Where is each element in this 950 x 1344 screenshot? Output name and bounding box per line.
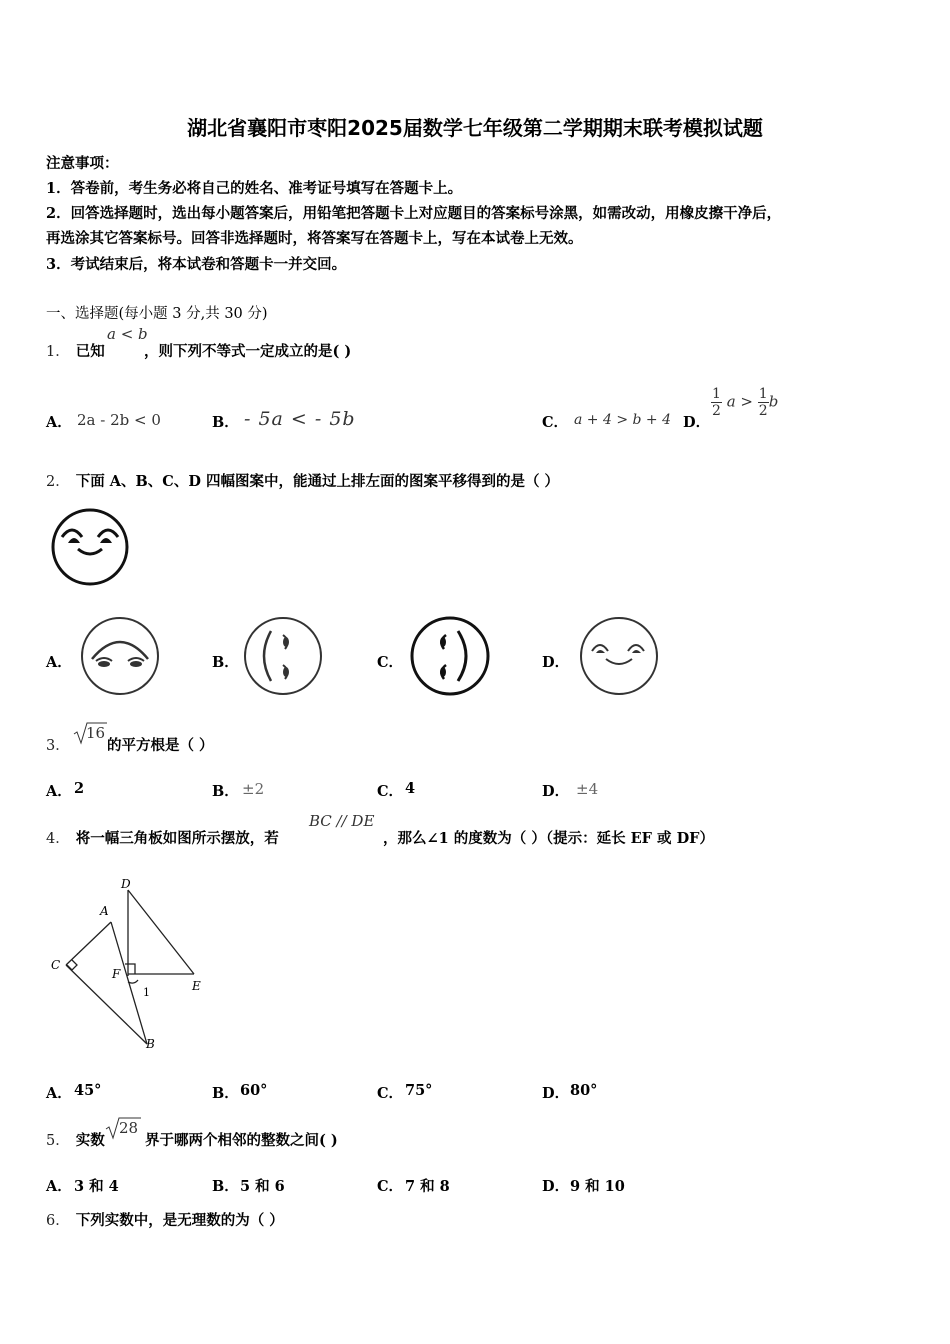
- question-6: [46, 1209, 284, 1230]
- option-c-figure: [410, 615, 490, 697]
- option-d-figure: [578, 615, 660, 697]
- question-2: [46, 470, 559, 491]
- option-label: C．: [377, 783, 404, 800]
- option-label: B．: [212, 654, 239, 671]
- option-math: 2a - 2b < 0: [77, 411, 161, 429]
- option-label: C．: [377, 1085, 404, 1102]
- option-math-fraction: [711, 386, 778, 419]
- option-label: D．: [542, 783, 570, 800]
- page-title: 湖北省襄阳市枣阳2025届数学七年级第二学期期末联考模拟试题: [187, 116, 763, 140]
- option-text: 45°: [74, 1082, 102, 1099]
- option-text: 7 和 8: [405, 1178, 450, 1195]
- option-text: 60°: [240, 1082, 268, 1099]
- section-heading: 一、选择题(每小题 3 分,共 30 分): [46, 306, 268, 322]
- question-text: 下列实数中，是无理数的为（ ）: [75, 1212, 284, 1229]
- note-item: 2．回答选择题时，选出每小题答案后，用铅笔把答题卡上对应题目的答案标号涂黑，如需改动，用橡皮擦干净后，: [46, 205, 782, 222]
- option-text: 80°: [570, 1082, 598, 1099]
- question-text-post: 界于哪两个相邻的整数之间( ): [145, 1132, 338, 1149]
- option-label: D．: [542, 1085, 570, 1102]
- option-label: C．: [377, 654, 404, 671]
- option-b-figure: [243, 615, 323, 697]
- question-number: 4．: [46, 831, 70, 847]
- fraction-denominator: 2: [712, 403, 721, 419]
- question-text: 下面 A、B、C、D 四幅图案中，能通过上排左面的图案平移得到的是（ ）: [75, 473, 559, 490]
- notes-heading: 注意事项：: [46, 155, 119, 172]
- question-number: 5．: [46, 1133, 70, 1149]
- question-text-pre: 将一幅三角板如图所示摆放，若: [75, 830, 279, 847]
- option-label: A．: [46, 414, 72, 431]
- question-4: [46, 827, 279, 848]
- option-text: 2: [74, 780, 85, 797]
- question-number: 2．: [46, 474, 70, 490]
- option-label: C．: [377, 1178, 404, 1195]
- option-math: - 5a < - 5b: [244, 408, 356, 430]
- option-label: D．: [542, 1178, 570, 1195]
- fraction-denominator: 2: [758, 403, 768, 419]
- option-label: D．: [683, 414, 711, 431]
- question-text-post: ，那么∠1 的度数为（ ）（提示：延长 EF 或 DF）: [383, 830, 714, 847]
- option-math: a + 4 > b + 4: [574, 412, 672, 428]
- math-expression: a < b: [107, 325, 148, 343]
- radicand: 28: [119, 1119, 139, 1137]
- question-5: [46, 1129, 105, 1150]
- label-e: E: [192, 979, 201, 993]
- question-text-pre: 已知: [75, 343, 105, 360]
- option-label: A．: [46, 654, 72, 671]
- label-f: F: [112, 967, 121, 981]
- option-label: A．: [46, 1178, 72, 1195]
- option-a-figure: [80, 615, 160, 697]
- option-label: B．: [212, 1178, 239, 1195]
- option-math: ±4: [576, 780, 599, 798]
- label-a: A: [100, 904, 109, 918]
- note-item: 1．答卷前，考生务必将自己的姓名、准考证号填写在答题卡上。: [46, 180, 463, 197]
- question-number: 1．: [46, 344, 70, 360]
- option-label: C．: [542, 414, 569, 431]
- question-text-post: 的平方根是（ ）: [107, 737, 214, 754]
- option-text: 3 和 4: [74, 1178, 119, 1195]
- option-label: A．: [46, 783, 72, 800]
- option-text: 4: [405, 780, 416, 797]
- fraction-variable: b: [768, 392, 779, 411]
- label-angle-1: 1: [143, 986, 150, 999]
- note-item: 3．考试结束后，将本试卷和答题卡一并交回。: [46, 256, 347, 273]
- option-text: 75°: [405, 1082, 433, 1099]
- option-label: B．: [212, 414, 239, 431]
- fraction-numerator: 1: [758, 386, 768, 402]
- option-text: 5 和 6: [240, 1178, 285, 1195]
- option-label: B．: [212, 1085, 239, 1102]
- label-d: D: [121, 877, 131, 891]
- option-label: A．: [46, 1085, 72, 1102]
- reference-smiley-figure: [50, 507, 130, 587]
- question-text-post: ，则下列不等式一定成立的是( ): [144, 343, 352, 360]
- triangle-figure: [44, 872, 214, 1057]
- radicand: 16: [86, 724, 106, 742]
- question-text-pre: 实数: [75, 1132, 105, 1149]
- question-3: [46, 734, 76, 755]
- label-c: C: [51, 958, 61, 972]
- label-b: B: [146, 1037, 155, 1051]
- note-item: 再选涂其它答案标号。回答非选择题时，将答案写在答题卡上，写在本试卷上无效。: [46, 230, 583, 247]
- question-number: 6．: [46, 1213, 70, 1229]
- option-math: ±2: [242, 780, 265, 798]
- math-expression: BC // DE: [309, 812, 375, 830]
- option-label: D．: [542, 654, 570, 671]
- option-text: 9 和 10: [570, 1178, 625, 1195]
- option-label: B．: [212, 783, 239, 800]
- fraction-middle: a >: [726, 392, 753, 411]
- question-number: 3．: [46, 738, 70, 754]
- fraction-numerator: 1: [712, 386, 721, 402]
- question-1: [46, 340, 105, 361]
